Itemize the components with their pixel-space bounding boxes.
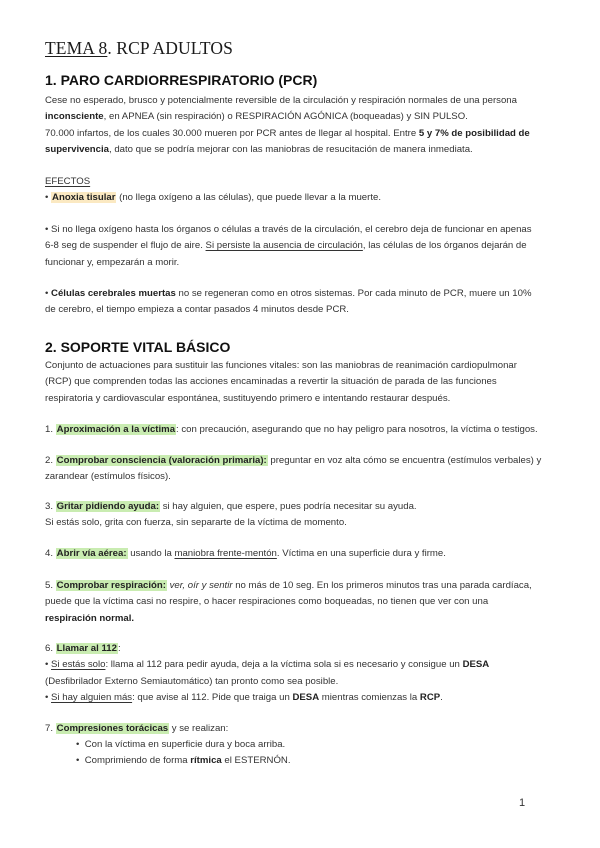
page-title: TEMA 8. RCP ADULTOS (45, 38, 233, 58)
step-3: 3. Gritar pidiendo ayuda: si hay alguien, que espere, pues podría necesitar su ayuda. Si estás solo, grita con fuerza, sin separarte de la víctima de momento. (45, 501, 417, 529)
step-4: 4. Abrir vía aérea: usando la maniobra frente-mentón. Víctima en una superficie dura y firme. (45, 548, 446, 559)
step-7-subitem-2: • Comprimiendo de forma rítmica el ESTERNÓN. (76, 755, 291, 766)
efecto-item-3: • Células cerebrales muertas no se regeneran como en otros sistemas. Por cada minuto de PCR, muere un 10% de cerebro, el tiempo empieza a contar pasados 4 minutos desde PCR. (45, 288, 532, 316)
step-6: 6. Llamar al 112: • Si estás solo: llama al 112 para pedir ayuda, deja a la víctima sola si es necesario y consigue un DESA (Desfibrilador Externo Semiautomático) tan pronto como sea posible. • Si hay alguien más: que avise al 112. Pide que traiga un DESA mientras comienzas la RCP. (45, 643, 490, 704)
step-7-subitem-1: • Con la víctima en superficie dura y boca arriba. (76, 739, 286, 750)
efectos-heading: EFECTOS (45, 176, 91, 187)
efecto-item-2: • Si no llega oxígeno hasta los órganos o células a través de la circulación, el cerebro deja de funcionar en apenas 6-8 seg de suspender el flujo de aire. Si persiste la ausencia de circulación, las células de los órganos dejarán de funcionar y, empezarán a morir. (45, 224, 532, 268)
efecto-item-1: • Anoxia tisular (no llega oxígeno a las células), que puede llevar a la muerte. (45, 192, 382, 203)
step-2: 2. Comprobar consciencia (valoración primaria): preguntar en voz alta cómo se encuentra (estímulos verbales) y zarandear (estímulos físicos). (45, 455, 542, 483)
step-5: 5. Comprobar respiración: ver, oír y sentir no más de 10 seg. En los primeros minutos tras una parada cardíaca, puede que la víctima casi no respire, o hacer respiraciones como boqueadas, no tienen que ver con una respiración normal. (45, 580, 532, 624)
step-7: 7. Compresiones torácicas y se realizan: (45, 723, 229, 734)
step-1: 1. Aproximación a la víctima: con precaución, asegurando que no hay peligro para nosotros, la víctima o testigos. (45, 424, 538, 435)
section-heading-pcr: 1. PARO CARDIORRESPIRATORIO (PCR) (45, 72, 318, 88)
svb-intro: Conjunto de actuaciones para sustituir las funciones vitales: son las maniobras de reanimación cardiopulmonar (RCP) que comprenden todas las acciones encaminadas a revertir la situación de parada de las funciones respiratoria y cardiovascular espontánea, sustituyendo primero e intentando restaurar después. (45, 360, 517, 404)
pcr-definition: Cese no esperado, brusco y potencialmente reversible de la circulación y respiración normales de una persona inconsciente, en APNEA (sin respiración) o RESPIRACIÓN AGÓNICA (boqueadas) y SIN PULSO. 70.000 infartos, de los cuales 30.000 mueren por PCR antes de llegar al hospital. Entre 5 y 7% de posibilidad de supervivencia, dato que se podría mejorar con las maniobras de resucitación de manera inmediata. (45, 95, 530, 156)
section-heading-svb: 2. SOPORTE VITAL BÁSICO (45, 339, 231, 355)
page-number: 1 (519, 797, 526, 809)
